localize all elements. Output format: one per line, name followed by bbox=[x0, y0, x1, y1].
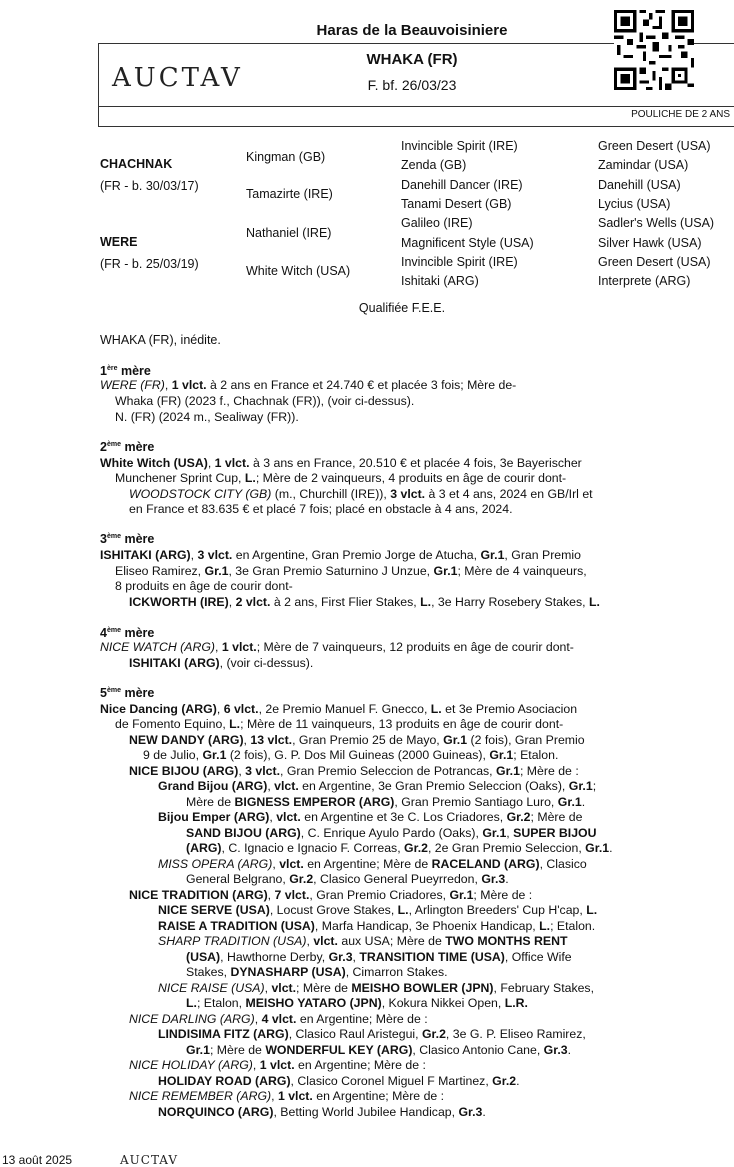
ancestor-gen4: Interprete (ARG) bbox=[598, 274, 691, 288]
text-line: N. (FR) (2024 m., Sealiway (FR)). bbox=[115, 410, 299, 424]
text-line: SAND BIJOU (ARG), C. Enrique Ayulo Pardo (Oaks), Gr.1, SUPER BIJOU bbox=[186, 826, 597, 840]
text-line: Nice Dancing (ARG), 6 vlct., 2e Premio Manuel F. Gnecco, L. et 3e Premio Asociacion bbox=[100, 702, 578, 716]
text-line: Grand Bijou (ARG), vlct. en Argentine, 3e Gran Premio Seleccion (Oaks), Gr.1; bbox=[158, 779, 597, 793]
grandparent: Tamazirte (IRE) bbox=[246, 187, 333, 201]
horse-name: WHAKA (FR) bbox=[366, 51, 458, 68]
text-line: General Belgrano, Gr.2, Clasico General Pueyrredon, Gr.3. bbox=[186, 872, 509, 886]
sire-info: (FR - b. 30/03/17) bbox=[100, 179, 199, 193]
qualification: Qualifiée F.E.E. bbox=[358, 301, 446, 315]
ancestor-gen4: Zamindar (USA) bbox=[598, 158, 689, 172]
text-line: NICE SERVE (USA), Locust Grove Stakes, L., Arlington Breeders' Cup H'cap, L. bbox=[158, 903, 598, 917]
text-line: White Witch (USA), 1 vlct. à 3 ans en France, 20.510 € et placée 4 fois, 3e Bayerischer bbox=[100, 456, 582, 470]
text-line: en France et 83.635 € et placé 7 fois; placé en obstacle à 4 ans, 2024. bbox=[129, 502, 513, 516]
qr-code-icon bbox=[614, 10, 694, 90]
dam-name: WERE bbox=[100, 235, 138, 249]
text-line: MISS OPERA (ARG), vlct. en Argentine; Mère de RACELAND (ARG), Clasico bbox=[158, 857, 587, 871]
text-line: NICE BIJOU (ARG), 3 vlct., Gran Premio Seleccion de Potrancas, Gr.1; Mère de : bbox=[129, 764, 579, 778]
ancestor-gen4: Sadler's Wells (USA) bbox=[598, 216, 715, 230]
ancestor-gen4: Lycius (USA) bbox=[598, 197, 671, 211]
text-line: Stakes, DYNASHARP (USA), Cimarron Stakes. bbox=[186, 965, 448, 979]
ancestor-gen3: Invincible Spirit (IRE) bbox=[401, 255, 518, 269]
text-line: WERE (FR), 1 vlct. à 2 ans en France et 24.740 € et placée 3 fois; Mère de- bbox=[100, 378, 517, 392]
text-line: Munchener Sprint Cup, L.; Mère de 2 vainqueurs, 4 produits en âge de courir dont- bbox=[115, 471, 567, 485]
footer-date: 13 août 2025 bbox=[2, 1153, 73, 1167]
grandparent: Nathaniel (IRE) bbox=[246, 226, 332, 240]
ancestor-gen4: Silver Hawk (USA) bbox=[598, 236, 702, 250]
text-line: NICE TRADITION (ARG), 7 vlct., Gran Premio Criadores, Gr.1; Mère de : bbox=[129, 888, 533, 902]
text-line: HOLIDAY ROAD (ARG), Clasico Coronel Miguel F Martinez, Gr.2. bbox=[158, 1074, 520, 1088]
text-line: NICE DARLING (ARG), 4 vlct. en Argentine; Mère de : bbox=[129, 1012, 428, 1026]
text-line: NICE WATCH (ARG), 1 vlct.; Mère de 7 vainqueurs, 12 produits en âge de courir dont- bbox=[100, 640, 574, 654]
stud-name: Haras de la Beauvoisiniere bbox=[316, 22, 508, 39]
text-line: L.; Etalon, MEISHO YATARO (JPN), Kokura Nikkei Open, L.R. bbox=[186, 996, 528, 1010]
mother-heading-1: 1ère mère bbox=[100, 364, 151, 378]
mother-heading-5: 5ème mère bbox=[100, 686, 155, 700]
ancestor-gen4: Green Desert (USA) bbox=[598, 255, 711, 269]
text-line: WOODSTOCK CITY (GB) (m., Churchill (IRE)), 3 vlct. à 3 et 4 ans, 2024 en GB/Irl et bbox=[129, 487, 593, 501]
ancestor-gen3: Ishitaki (ARG) bbox=[401, 274, 479, 288]
ancestor-gen3: Zenda (GB) bbox=[401, 158, 467, 172]
text-line: ISHITAKI (ARG), 3 vlct. en Argentine, Gran Premio Jorge de Atucha, Gr.1, Gran Premio bbox=[100, 548, 581, 562]
ancestor-gen3: Invincible Spirit (IRE) bbox=[401, 139, 518, 153]
text-line: ICKWORTH (IRE), 2 vlct. à 2 ans, First Flier Stakes, L., 3e Harry Rosebery Stakes, L. bbox=[129, 595, 600, 609]
text-line: NEW DANDY (ARG), 13 vlct., Gran Premio 25 de Mayo, Gr.1 (2 fois), Gran Premio bbox=[129, 733, 585, 747]
ancestor-gen3: Danehill Dancer (IRE) bbox=[401, 178, 523, 192]
sire-name: CHACHNAK bbox=[100, 157, 173, 171]
ancestor-gen4: Green Desert (USA) bbox=[598, 139, 711, 153]
ancestor-gen3: Tanami Desert (GB) bbox=[401, 197, 512, 211]
mother-heading-2: 2ème mère bbox=[100, 440, 155, 454]
ancestor-gen4: Danehill (USA) bbox=[598, 178, 681, 192]
text-line: Eliseo Ramirez, Gr.1, 3e Gran Premio Saturnino J Unzue, Gr.1; Mère de 4 vainqueurs, bbox=[115, 564, 587, 578]
text-line: NICE HOLIDAY (ARG), 1 vlct. en Argentine; Mère de : bbox=[129, 1058, 426, 1072]
text-line: 9 de Julio, Gr.1 (2 fois), G. P. Dos Mil Guineas (2000 Guineas), Gr.1; Etalon. bbox=[143, 748, 559, 762]
text-line: Bijou Emper (ARG), vlct. en Argentine et 3e C. Los Criadores, Gr.2; Mère de bbox=[158, 810, 583, 824]
header-divider bbox=[99, 106, 734, 107]
text-line: ISHITAKI (ARG), (voir ci-dessus). bbox=[129, 656, 314, 670]
text-line: Mère de BIGNESS EMPEROR (ARG), Gran Premio Santiago Luro, Gr.1. bbox=[186, 795, 586, 809]
mother-heading-4: 4ème mère bbox=[100, 626, 155, 640]
text-line: RAISE A TRADITION (USA), Marfa Handicap, 3e Phoenix Handicap, L.; Etalon. bbox=[158, 919, 596, 933]
text-line: Whaka (FR) (2023 f., Chachnak (FR)), (voir ci-dessus). bbox=[115, 394, 415, 408]
text-line: SHARP TRADITION (USA), vlct. aux USA; Mère de TWO MONTHS RENT bbox=[158, 934, 568, 948]
grandparent: White Witch (USA) bbox=[246, 264, 351, 278]
auctav-logo: AUCTAV bbox=[112, 63, 243, 93]
text-line: (USA), Hawthorne Derby, Gr.3, TRANSITION TIME (USA), Office Wife bbox=[186, 950, 572, 964]
ancestor-gen3: Magnificent Style (USA) bbox=[401, 236, 534, 250]
text-line: (ARG), C. Ignacio e Ignacio F. Correas, Gr.2, 2e Gran Premio Seleccion, Gr.1. bbox=[186, 841, 613, 855]
grandparent: Kingman (GB) bbox=[246, 150, 326, 164]
text-line: de Fomento Equino, L.; Mère de 11 vainqueurs, 13 produits en âge de courir dont- bbox=[115, 717, 564, 731]
ancestor-gen3: Galileo (IRE) bbox=[401, 216, 473, 230]
intro-line: WHAKA (FR), inédite. bbox=[100, 333, 221, 347]
auctav-logo-footer: AUCTAV bbox=[120, 1153, 179, 1167]
text-line: NORQUINCO (ARG), Betting World Jubilee Handicap, Gr.3. bbox=[158, 1105, 486, 1119]
text-line: LINDISIMA FITZ (ARG), Clasico Raul Aristegui, Gr.2, 3e G. P. Eliseo Ramirez, bbox=[158, 1027, 586, 1041]
text-line: 8 produits en âge de courir dont- bbox=[115, 579, 293, 593]
horse-info: F. bf. 26/03/23 bbox=[367, 77, 457, 93]
text-line: Gr.1; Mère de WONDERFUL KEY (ARG), Clasico Antonio Cane, Gr.3. bbox=[186, 1043, 572, 1057]
mother-heading-3: 3ème mère bbox=[100, 532, 155, 546]
text-line: NICE REMEMBER (ARG), 1 vlct. en Argentine; Mère de : bbox=[129, 1089, 445, 1103]
text-line: NICE RAISE (USA), vlct.; Mère de MEISHO BOWLER (JPN), February Stakes, bbox=[158, 981, 594, 995]
dam-info: (FR - b. 25/03/19) bbox=[100, 257, 199, 271]
sex-age-label: POULICHE DE 2 ANS bbox=[631, 109, 730, 120]
